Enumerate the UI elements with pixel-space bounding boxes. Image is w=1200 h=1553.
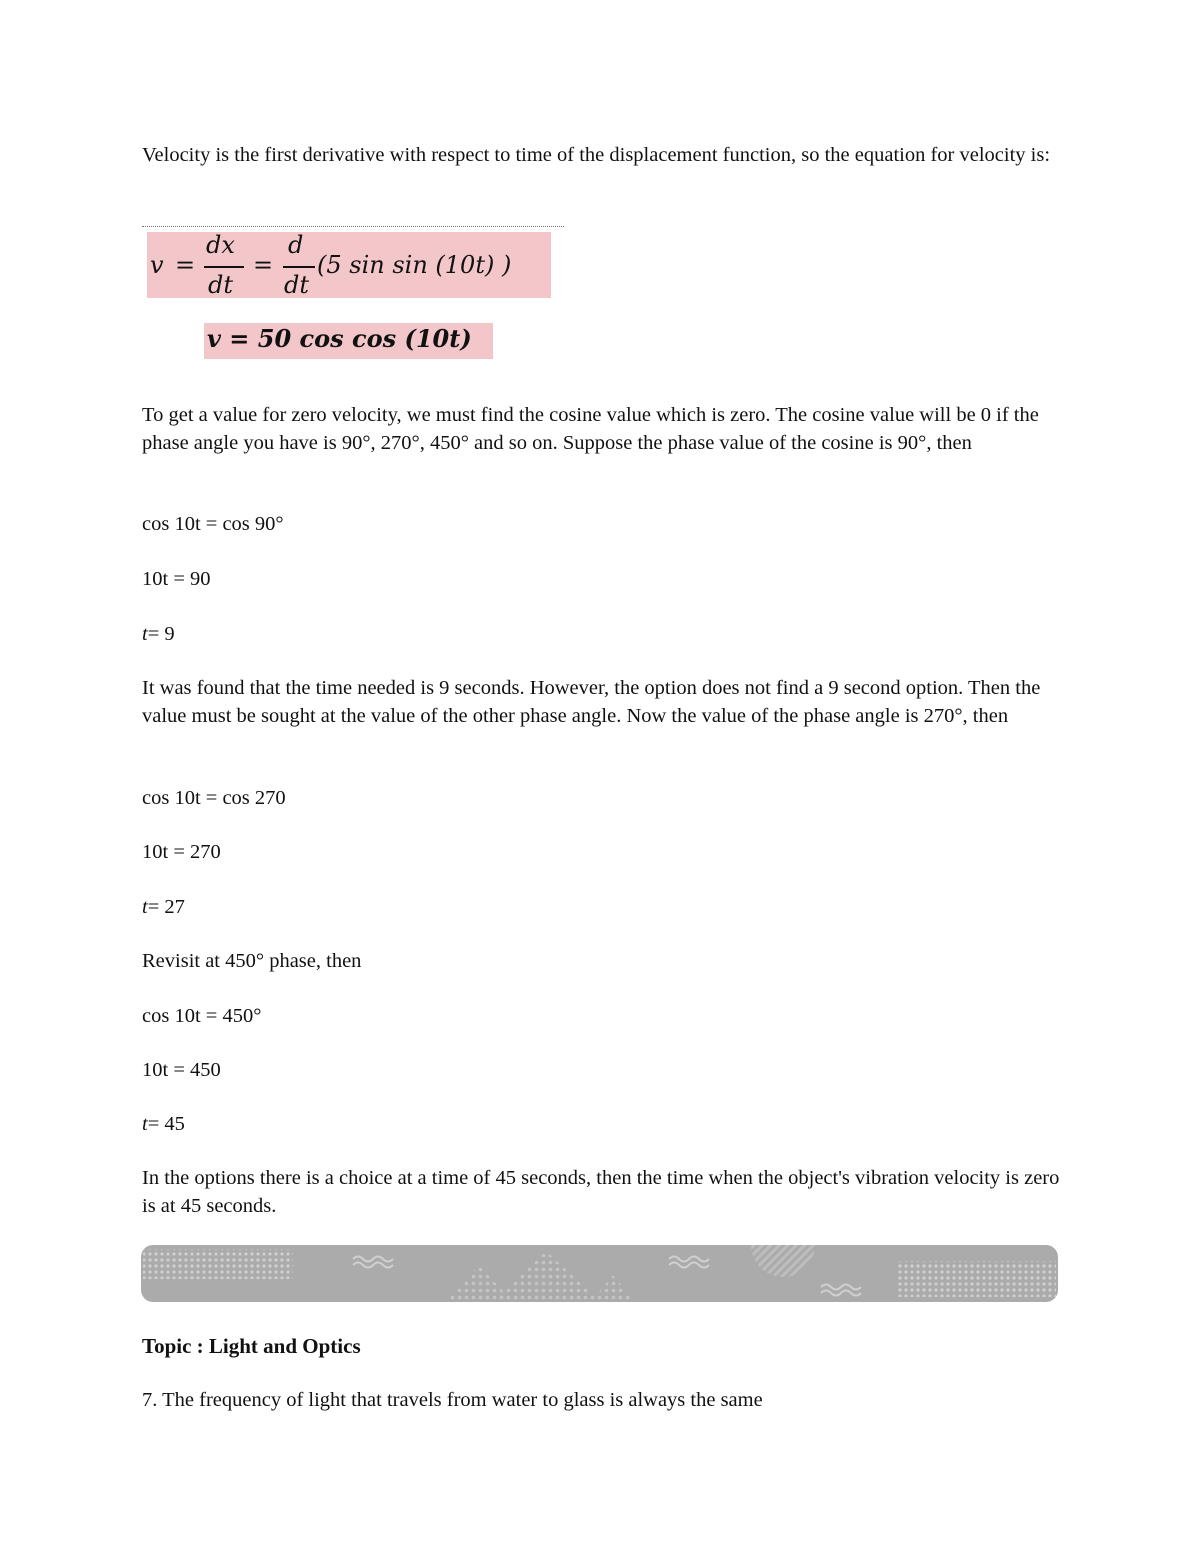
step2-t-value: = 27: [147, 896, 185, 918]
eq1-fraction-bar: [204, 266, 244, 268]
eq1-expression: (5 sin sin (10t) ): [317, 251, 512, 279]
intro-paragraph: Velocity is the first derivative with respect to time of the displacement function, so the equation for velocity is:: [142, 144, 1051, 166]
revisit-line: Revisit at 450° phase, then: [142, 950, 362, 972]
eq1-denominator-dt-2: dt: [284, 271, 310, 299]
step1-10t-equation: 10t = 90: [142, 568, 211, 590]
topic-heading: Topic : Light and Optics: [142, 1334, 361, 1358]
eq1-fraction-bar-2: [283, 266, 315, 268]
conclusion-paragraph: In the options there is a choice at a time of 45 seconds, then the time when the object's vibration velocity is zero is at 45 seconds.: [142, 1167, 1060, 1217]
eq1-equals: =: [175, 251, 196, 279]
eq1-numerator-dx: dx: [206, 231, 235, 259]
eq2-text: v = 50 cos cos (10t): [207, 324, 472, 353]
step2-10t-equation: 10t = 270: [142, 841, 221, 863]
dotted-separator: [142, 226, 564, 227]
step3-cos-equation: cos 10t = 450°: [142, 1005, 262, 1027]
decorative-banner: [141, 1245, 1058, 1302]
eq1-denominator-dt: dt: [208, 271, 234, 299]
step1-t-result: [142, 620, 175, 648]
eq1-equals-2: =: [253, 251, 274, 279]
velocity-cosine-equation: [204, 323, 493, 359]
step1-t-value: = 9: [147, 623, 175, 645]
step1-t-variable: t: [142, 623, 148, 645]
velocity-derivative-equation: [147, 232, 551, 298]
found-paragraph: It was found that the time needed is 9 seconds. However, the option does not find a 9 second option. Then the value must be sought at the value of the other phase angle. Now the value of the phase angle is 270°, then: [142, 677, 1041, 727]
step3-t-variable: t: [142, 1113, 148, 1135]
eq1-v: v: [150, 251, 164, 279]
eq1-numerator-d: d: [288, 231, 304, 259]
step3-t-result: [142, 1110, 185, 1138]
step3-10t-equation: 10t = 450: [142, 1059, 221, 1081]
step2-cos-equation: cos 10t = cos 270: [142, 787, 286, 809]
question-7: 7. The frequency of light that travels from water to glass is always the same: [142, 1389, 763, 1411]
step1-cos-equation: cos 10t = cos 90°: [142, 513, 284, 535]
banner-pattern: [141, 1245, 1058, 1302]
zero-velocity-paragraph: To get a value for zero velocity, we must find the cosine value which is zero. The cosine value will be 0 if the phase angle you have is 90°, 270°, 450° and so on. Suppose the phase value of the cosine is 90°, then: [142, 404, 1039, 454]
step3-t-value: = 45: [147, 1113, 185, 1135]
step2-t-variable: t: [142, 896, 148, 918]
step2-t-result: [142, 893, 185, 921]
